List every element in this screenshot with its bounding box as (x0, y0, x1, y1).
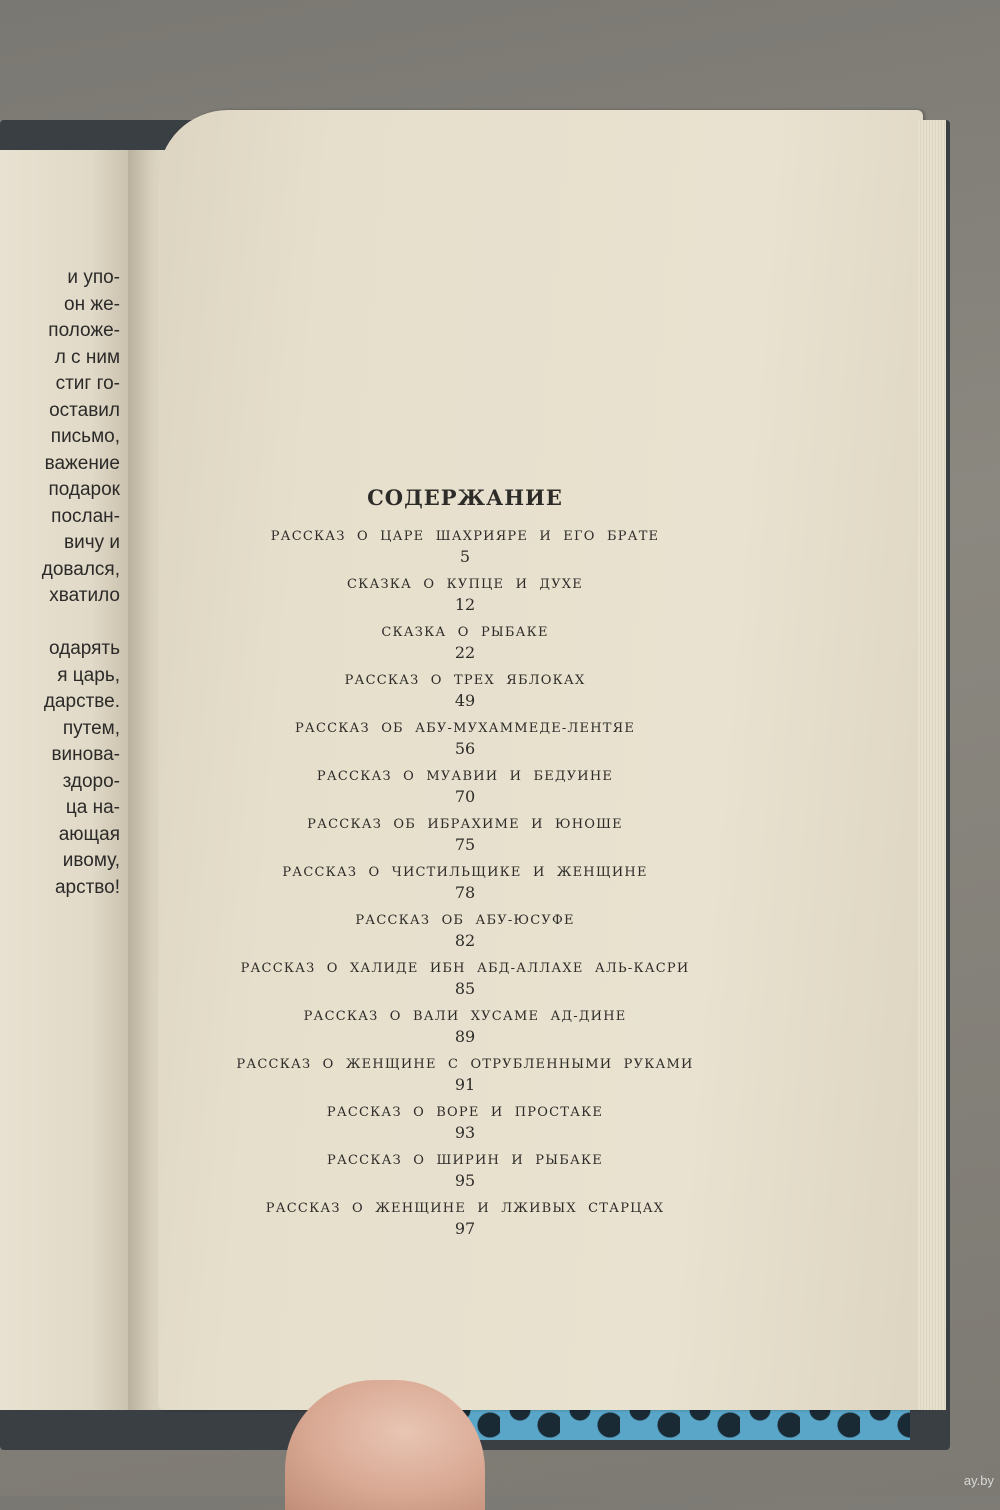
left-page-line: довался, (41, 558, 120, 580)
toc-entry (200, 1152, 730, 1192)
toc-entry-title: РАССКАЗ О ЧИСТИЛЬЩИКЕ И ЖЕНЩИНЕ (282, 865, 648, 880)
left-page-text (42, 265, 120, 901)
table-of-contents (200, 485, 730, 1248)
left-page-line: одарять (48, 638, 120, 659)
toc-entry-title: РАССКАЗ О ЦАРЕ ШАХРИЯРЕ И ЕГО БРАТЕ (270, 529, 660, 544)
toc-entry-title: РАССКАЗ ОБ ИБРАХИМЕ И ЮНОШЕ (307, 817, 623, 832)
left-page-line: положе- (48, 320, 120, 341)
left-page-line: дарстве. (43, 691, 120, 712)
toc-entry (200, 768, 730, 808)
left-page-line: здоро- (62, 770, 120, 792)
toc-entry-page: 75 (454, 835, 476, 854)
left-page-line: ивому, (62, 850, 120, 871)
toc-entry-title: РАССКАЗ О ВОРЕ И ПРОСТАКЕ (326, 1105, 604, 1120)
toc-entry-page: 5 (459, 547, 471, 566)
toc-entry-page: 93 (454, 1123, 476, 1142)
toc-entry-title: РАССКАЗ О ЖЕНЩИНЕ И ЛЖИВЫХ СТАРЦАХ (265, 1201, 665, 1216)
toc-entry (200, 1104, 730, 1144)
left-page-line: хватило (49, 585, 120, 606)
left-page-line: письмо, (50, 426, 120, 447)
toc-entry (200, 624, 730, 664)
left-page-line: вичу и (64, 532, 120, 553)
toc-entry (200, 720, 730, 760)
toc-entry-page: 91 (454, 1075, 476, 1094)
toc-entry-title: РАССКАЗ О МУАВИИ И БЕДУИНЕ (316, 769, 614, 784)
toc-entry (200, 1200, 730, 1240)
left-page-line: он же- (64, 293, 120, 315)
left-page-line: л с ним (54, 346, 120, 368)
left-page-line: ающая (58, 823, 120, 845)
toc-entry (200, 864, 730, 904)
left-page-line: стиг го- (55, 373, 120, 394)
toc-entries (200, 528, 730, 1240)
left-page-line: ца на- (65, 797, 120, 818)
left-page-line (42, 610, 120, 637)
toc-entry-page: 95 (454, 1171, 476, 1190)
toc-entry-page: 49 (454, 691, 476, 710)
toc-entry (200, 576, 730, 616)
left-page-line: и упо- (67, 267, 120, 288)
left-page-line: послан- (51, 505, 120, 527)
toc-entry (200, 672, 730, 712)
toc-title: СОДЕРЖАНИЕ (367, 485, 563, 510)
toc-entry-page: 12 (454, 595, 476, 614)
toc-entry (200, 960, 730, 1000)
toc-entry-title: СКАЗКА О КУПЦЕ И ДУХЕ (347, 577, 583, 592)
toc-entry-page: 82 (454, 931, 476, 950)
toc-entry (200, 912, 730, 952)
toc-entry-page: 70 (454, 787, 476, 806)
toc-entry-page: 22 (454, 643, 476, 662)
left-page-line: арство! (54, 876, 120, 898)
toc-entry-page: 97 (454, 1219, 476, 1238)
page-edges (918, 120, 946, 1410)
toc-entry (200, 1056, 730, 1096)
toc-entry-page: 89 (454, 1027, 476, 1046)
left-page-line: оставил (49, 399, 120, 421)
left-page (0, 150, 130, 1410)
watermark: ay.by (963, 1473, 994, 1488)
toc-entry-title: РАССКАЗ О ЖЕНЩИНЕ С ОТРУБЛЕННЫМИ РУКАМИ (236, 1057, 694, 1072)
toc-entry-title: РАССКАЗ О ХАЛИДЕ ИБН АБД-АЛЛАХЕ АЛЬ-КАСРИ (240, 961, 690, 976)
toc-entry-title: РАССКАЗ О ТРЕХ ЯБЛОКАХ (344, 673, 586, 688)
toc-entry-page: 78 (454, 883, 476, 902)
toc-entry-title: РАССКАЗ О ШИРИН И РЫБАКЕ (327, 1153, 603, 1168)
left-page-line: путем, (62, 717, 120, 739)
toc-entry-page: 56 (454, 739, 476, 758)
left-page-line: важение (44, 452, 120, 474)
toc-entry-title: РАССКАЗ О ВАЛИ ХУСАМЕ АД-ДИНЕ (303, 1009, 627, 1024)
left-page-line: винова- (51, 744, 120, 765)
toc-entry (200, 1008, 730, 1048)
left-page-line: я царь, (57, 664, 120, 686)
toc-entry-title: СКАЗКА О РЫБАКЕ (381, 625, 549, 640)
toc-entry (200, 528, 730, 568)
toc-entry (200, 816, 730, 856)
left-page-line: подарок (48, 479, 120, 500)
toc-entry-title: РАССКАЗ ОБ АБУ-МУХАММЕДЕ-ЛЕНТЯЕ (294, 721, 636, 736)
toc-entry-page: 85 (454, 979, 476, 998)
toc-entry-title: РАССКАЗ ОБ АБУ-ЮСУФЕ (355, 913, 575, 928)
